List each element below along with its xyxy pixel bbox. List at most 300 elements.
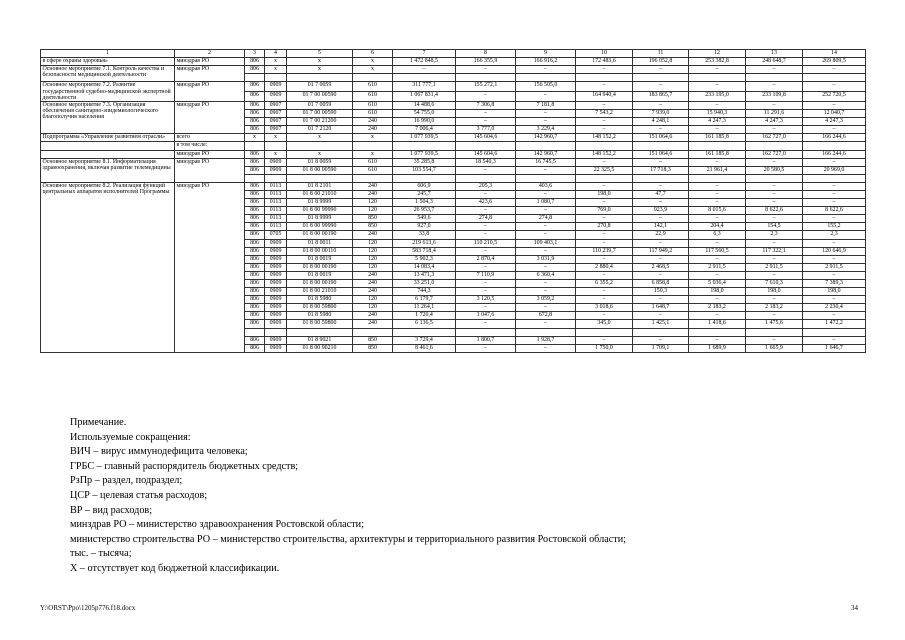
table-cell: 172 483,6 [576, 58, 633, 66]
table-cell: 806 [245, 190, 265, 198]
table-cell: 8 622,6 [803, 207, 866, 215]
table-cell: 1 689,9 [689, 344, 746, 352]
table-cell: 54 755,0 [393, 110, 456, 118]
table-cell: 8 015,6 [689, 207, 746, 215]
table-cell: 610 [353, 101, 393, 109]
table-cell: 610 [353, 82, 393, 92]
table-cell [265, 142, 287, 150]
table-cell: 12 040,7 [803, 110, 866, 118]
table-cell: 3 059,2 [516, 296, 576, 304]
table-cell: – [633, 158, 689, 166]
table-cell: 806 [245, 312, 265, 320]
table-cell: 26 953,7 [393, 207, 456, 215]
table-cell [633, 74, 689, 82]
table-cell: 01 8 00 21010 [287, 288, 353, 296]
table-cell: 120 [353, 263, 393, 271]
table-cell: – [633, 239, 689, 247]
table-cell: x [245, 134, 265, 142]
table-cell [576, 174, 633, 182]
table-cell: 0113 [265, 182, 287, 190]
row-grbs-cell: минздрав РО [175, 182, 245, 352]
table-cell: – [633, 215, 689, 223]
table-cell: 806 [245, 82, 265, 92]
table-cell: – [516, 110, 576, 118]
table-cell: 2,3 [803, 231, 866, 239]
table-cell: 274,8 [456, 215, 516, 223]
table-cell: 2 870,4 [456, 255, 516, 263]
table-cell: 4 247,3 [803, 118, 866, 126]
table-cell: 0909 [265, 255, 287, 263]
table-cell: 01 8 00 00110 [287, 247, 353, 255]
table-cell: 16 990,0 [393, 118, 456, 126]
table-cell: – [633, 271, 689, 279]
table-cell: 274,8 [516, 215, 576, 223]
table-cell: 311 777,1 [393, 82, 456, 92]
table-cell: – [746, 66, 803, 74]
table-cell: 142 960,7 [516, 150, 576, 158]
table-cell: 850 [353, 215, 393, 223]
table-cell: 240 [353, 280, 393, 288]
table-cell: – [576, 288, 633, 296]
table-cell: – [576, 336, 633, 344]
table-cell [245, 74, 265, 82]
table-cell: 219 613,6 [393, 239, 456, 247]
table-cell: 18 540,3 [456, 158, 516, 166]
table-cell: x [353, 150, 393, 158]
table-cell [516, 328, 576, 336]
table-cell: 148 152,2 [576, 150, 633, 158]
table-cell: x [353, 134, 393, 142]
table-cell [393, 174, 456, 182]
notes-section [70, 416, 870, 577]
table-cell [353, 142, 393, 150]
table-cell: 240 [353, 231, 393, 239]
table-cell: 01 8 00 99990 [287, 223, 353, 231]
table-cell: 610 [353, 166, 393, 174]
table-cell: 806 [245, 344, 265, 352]
column-header: 9 [516, 50, 576, 58]
table-cell: – [746, 82, 803, 92]
table-cell: – [456, 247, 516, 255]
table-cell: – [689, 296, 746, 304]
table-cell: – [689, 126, 746, 134]
table-cell: – [576, 82, 633, 92]
table-cell: 0909 [265, 280, 287, 288]
table-cell: – [456, 207, 516, 215]
table-cell: 0909 [265, 263, 287, 271]
table-cell: 248 648,7 [746, 58, 803, 66]
table-cell: 198,0 [689, 288, 746, 296]
table-cell: – [689, 190, 746, 198]
table-cell: – [516, 263, 576, 271]
table-cell: 240 [353, 118, 393, 126]
table-cell: 103 554,7 [393, 166, 456, 174]
table-cell: x [265, 66, 287, 74]
table-cell [803, 74, 866, 82]
table-cell: 806 [245, 207, 265, 215]
table-cell: 205,3 [456, 182, 516, 190]
table-cell [265, 174, 287, 182]
table-cell: 7 110,9 [456, 271, 516, 279]
table-cell: 806 [245, 239, 265, 247]
table-cell: 01 7 0059 [287, 101, 353, 109]
table-cell: – [516, 166, 576, 174]
table-cell: 1 720,4 [393, 312, 456, 320]
table-cell: 22 325,5 [576, 166, 633, 174]
table-cell [803, 328, 866, 336]
table-cell [287, 328, 353, 336]
table-cell: – [393, 66, 456, 74]
table-cell [287, 74, 353, 82]
table-cell [265, 74, 287, 82]
table-cell: 0909 [265, 320, 287, 328]
table-cell: 240 [353, 126, 393, 134]
table-cell: 155,2 [803, 223, 866, 231]
table-cell: 233 195,0 [689, 92, 746, 102]
table-cell [353, 74, 393, 82]
table-cell: 2 183,2 [689, 304, 746, 312]
note-line: ВИЧ – вирус иммунодефицита человека; [70, 446, 248, 458]
table-cell [803, 174, 866, 182]
table-cell: 47,7 [633, 190, 689, 198]
column-header: 3 [245, 50, 265, 58]
table-cell: 8 461,6 [393, 344, 456, 352]
table-cell: 0909 [265, 336, 287, 344]
table-cell: 2 880,4 [576, 263, 633, 271]
table-cell [689, 174, 746, 182]
table-cell: 3 018,6 [576, 304, 633, 312]
table-cell: – [689, 255, 746, 263]
table-cell: – [516, 231, 576, 239]
table-cell: 806 [245, 101, 265, 109]
table-cell: 610 [353, 110, 393, 118]
table-cell [456, 328, 516, 336]
table-cell: – [456, 190, 516, 198]
table-row [41, 142, 866, 150]
note-line: Примечание. [70, 417, 127, 428]
column-header: 5 [287, 50, 353, 58]
table-cell: 610 [353, 92, 393, 102]
table-cell: 01 8 5980 [287, 296, 353, 304]
table-cell: 01 8 00 59800 [287, 320, 353, 328]
table-cell [689, 74, 746, 82]
table-cell: 145 604,6 [456, 134, 516, 142]
table-cell [689, 142, 746, 150]
table-cell: 806 [245, 263, 265, 271]
table-cell: 117 949,2 [633, 247, 689, 255]
table-cell: – [576, 255, 633, 263]
table-row [41, 134, 866, 142]
table-cell: – [803, 182, 866, 190]
table-cell: 1 475,6 [746, 320, 803, 328]
table-cell [245, 328, 265, 336]
table-cell [576, 74, 633, 82]
table-cell: – [633, 296, 689, 304]
table-cell: 183 865,7 [633, 92, 689, 102]
table-cell: 2 183,2 [746, 304, 803, 312]
table-cell: – [456, 166, 516, 174]
table-cell: 806 [245, 126, 265, 134]
table-cell: – [803, 296, 866, 304]
table-cell: 35 285,8 [393, 158, 456, 166]
table-cell: 6,3 [689, 231, 746, 239]
table-cell: 1 080,7 [516, 199, 576, 207]
table-cell: – [516, 223, 576, 231]
table-cell: – [746, 158, 803, 166]
table-cell [516, 142, 576, 150]
table-cell: 1 425,1 [633, 320, 689, 328]
table-cell: – [803, 312, 866, 320]
table-cell: – [633, 66, 689, 74]
table-cell: 198,0 [576, 190, 633, 198]
table-cell: 1 646,7 [803, 344, 866, 352]
table-cell: 806 [245, 58, 265, 66]
table-cell: 806 [245, 92, 265, 102]
table-cell: 01 7 2120 [287, 126, 353, 134]
table-cell: – [456, 280, 516, 288]
table-cell: – [633, 255, 689, 263]
column-header: 13 [746, 50, 803, 58]
table-cell [456, 142, 516, 150]
table-cell: 850 [353, 336, 393, 344]
table-cell [287, 174, 353, 182]
table-cell: 0909 [265, 247, 287, 255]
table-cell: 240 [353, 271, 393, 279]
row-name-cell: Основное мероприятие 7.3. Организация обеспечения санитарно-эпидемиологического благополучия населения [41, 101, 175, 133]
table-cell: 0909 [265, 166, 287, 174]
table-cell: 806 [245, 231, 265, 239]
table-cell [245, 174, 265, 182]
table-cell: – [803, 82, 866, 92]
table-cell: – [456, 66, 516, 74]
table-cell: 01 7 0059 [287, 82, 353, 92]
table-cell: 17 718,3 [633, 166, 689, 174]
table-cell: 923,9 [633, 207, 689, 215]
table-cell: 7 006,4 [393, 126, 456, 134]
table-cell: – [633, 182, 689, 190]
table-cell: 806 [245, 223, 265, 231]
table-cell: 11 264,1 [393, 304, 456, 312]
table-cell: 6 355,2 [576, 280, 633, 288]
table-cell: – [746, 296, 803, 304]
table-cell: 01 8 9999 [287, 215, 353, 223]
table-cell: 806 [245, 150, 265, 158]
table-cell: – [689, 158, 746, 166]
table-cell: 120 [353, 255, 393, 263]
table-cell: 01 8 0011 [287, 239, 353, 247]
table-cell: 806 [245, 296, 265, 304]
row-grbs-cell: в том числе: [175, 142, 245, 150]
table-cell: 110 210,5 [456, 239, 516, 247]
table-cell: 21 961,4 [689, 166, 746, 174]
row-name-cell: Основное мероприятие 8.1. Информатизация здравоохранения, включая развитие телемедицины [41, 158, 175, 182]
table-cell: 252 720,5 [803, 92, 866, 102]
column-header: 4 [265, 50, 287, 58]
table-cell: – [689, 199, 746, 207]
table-cell: – [576, 199, 633, 207]
row-name-cell: Основное мероприятие 7.1. Контроль качества и безопасности медицинской деятельности [41, 66, 175, 82]
table-cell: 01 8 0059 [287, 158, 353, 166]
note-line: минздрав РО – министерство здравоохранения Ростовской области; [70, 519, 364, 531]
table-cell: 1 504,3 [393, 199, 456, 207]
table-cell: 151 064,6 [633, 150, 689, 158]
table-cell: – [456, 263, 516, 271]
table-cell: 7 389,3 [803, 280, 866, 288]
table-cell: – [746, 101, 803, 109]
table-cell: 196 052,8 [633, 58, 689, 66]
table-cell: 120 [353, 207, 393, 215]
table-cell: 120 [353, 304, 393, 312]
column-header: 2 [175, 50, 245, 58]
table-cell: – [689, 215, 746, 223]
table-cell: 1 928,7 [516, 336, 576, 344]
table-cell: 198,0 [803, 288, 866, 296]
note-line: ГРБС – главный распорядитель бюджетных средств; [70, 460, 299, 472]
table-cell: 0909 [265, 312, 287, 320]
table-cell: – [803, 255, 866, 263]
table-cell: 0705 [265, 231, 287, 239]
table-cell: 806 [245, 166, 265, 174]
table-cell: 20 969,0 [803, 166, 866, 174]
table-cell: – [689, 101, 746, 109]
table-cell: x [353, 66, 393, 74]
table-cell: 120 646,9 [803, 247, 866, 255]
table-cell [456, 174, 516, 182]
row-name-cell: в сфере охраны здоровья» [41, 58, 175, 66]
table-cell: 806 [245, 280, 265, 288]
row-name-cell: Основное мероприятие 7.2. Развитие государственной судебно-медицинской экспертной деятельности [41, 82, 175, 102]
table-row [41, 58, 866, 66]
column-header: 14 [803, 50, 866, 58]
table-cell: 7 610,3 [746, 280, 803, 288]
row-grbs-cell: минздрав РО [175, 66, 245, 82]
table-cell: – [633, 126, 689, 134]
table-cell: 01 8 0019 [287, 271, 353, 279]
table-cell: – [516, 288, 576, 296]
table-cell [689, 328, 746, 336]
row-grbs-cell: минздрав РО [175, 158, 245, 182]
table-cell: – [576, 101, 633, 109]
table-cell: 240 [353, 182, 393, 190]
table-cell: 162 727,0 [746, 134, 803, 142]
table-cell: 14 083,4 [393, 263, 456, 271]
table-cell: 253 382,8 [689, 58, 746, 66]
table-cell: – [689, 312, 746, 320]
table-cell: 164 940,4 [576, 92, 633, 102]
table-cell: 240 [353, 320, 393, 328]
table-cell: 744,3 [393, 288, 456, 296]
table-cell: x [353, 58, 393, 66]
table-cell: 16 745,5 [516, 158, 576, 166]
table-cell [803, 142, 866, 150]
table-cell: – [746, 336, 803, 344]
note-line: ВР – вид расходов; [70, 504, 153, 516]
table-cell: – [746, 215, 803, 223]
table-cell: 01 8 0019 [287, 255, 353, 263]
table-cell: – [689, 336, 746, 344]
table-cell [746, 74, 803, 82]
table-cell [245, 142, 265, 150]
table-cell: 806 [245, 288, 265, 296]
table-cell [516, 174, 576, 182]
table-cell: 142,1 [633, 223, 689, 231]
table-cell: 806 [245, 271, 265, 279]
row-name-cell: Основное мероприятие 8.2. Реализация функций центральных аппаратов исполнителей Программы [41, 182, 175, 352]
table-cell: 142 960,7 [516, 134, 576, 142]
table-cell: 0909 [265, 158, 287, 166]
table-cell: 155 272,1 [456, 82, 516, 92]
table-cell: 166 355,9 [456, 58, 516, 66]
table-cell: 1 709,1 [633, 344, 689, 352]
table-cell: 1 077 939,5 [393, 134, 456, 142]
table-cell: 2 230,4 [803, 304, 866, 312]
table-cell: 1 472,2 [803, 320, 866, 328]
table-cell: 2 911,5 [746, 263, 803, 271]
table-cell: 549,6 [393, 215, 456, 223]
table-cell: – [803, 199, 866, 207]
table-cell: 120 [353, 296, 393, 304]
table-cell: 3 229,4 [516, 126, 576, 134]
table-cell: 0907 [265, 101, 287, 109]
table-cell: 1 472 848,5 [393, 58, 456, 66]
table-cell: – [516, 66, 576, 74]
column-header: 10 [576, 50, 633, 58]
table-cell: – [456, 288, 516, 296]
table-cell: 117 560,5 [689, 247, 746, 255]
table-cell: – [746, 182, 803, 190]
table-cell: 1 648,7 [633, 304, 689, 312]
table-cell: 403,6 [516, 182, 576, 190]
table-cell: 120 [353, 239, 393, 247]
table-cell: 01 8 00 59800 [287, 304, 353, 312]
table-cell: 0113 [265, 215, 287, 223]
table-cell: 0907 [265, 118, 287, 126]
table-cell: 01 8 00 21010 [287, 190, 353, 198]
table-cell: 33 251,0 [393, 280, 456, 288]
table-cell: – [516, 190, 576, 198]
table-cell: – [516, 247, 576, 255]
table-cell: – [803, 158, 866, 166]
row-name-cell [41, 150, 175, 158]
table-cell [393, 142, 456, 150]
table-cell: 5 902,3 [393, 255, 456, 263]
table-cell: 1 800,7 [456, 336, 516, 344]
table-row [41, 66, 866, 74]
table-cell [746, 174, 803, 182]
table-cell: 150,3 [633, 288, 689, 296]
column-header: 6 [353, 50, 393, 58]
table-cell: – [633, 312, 689, 320]
table-cell: 7 181,8 [516, 101, 576, 109]
table-cell: 850 [353, 223, 393, 231]
table-cell: – [689, 239, 746, 247]
table-cell: 806 [245, 247, 265, 255]
table-cell [393, 74, 456, 82]
table-cell: 01 8 9021 [287, 336, 353, 344]
table-cell: 806 [245, 304, 265, 312]
table-cell: – [746, 190, 803, 198]
table-cell: 583 718,4 [393, 247, 456, 255]
footer-file-path: Y:\ORST\Ppo\1205p776.f18.docx [40, 604, 136, 612]
table-cell: 01 7 00 00590 [287, 92, 353, 102]
table-cell: – [516, 207, 576, 215]
table-cell: 240 [353, 288, 393, 296]
table-cell [576, 142, 633, 150]
table-cell: 6 858,8 [633, 280, 689, 288]
table-cell: 01 8 00 90210 [287, 344, 353, 352]
table-cell: 166 244,6 [803, 150, 866, 158]
table-row [41, 182, 866, 190]
